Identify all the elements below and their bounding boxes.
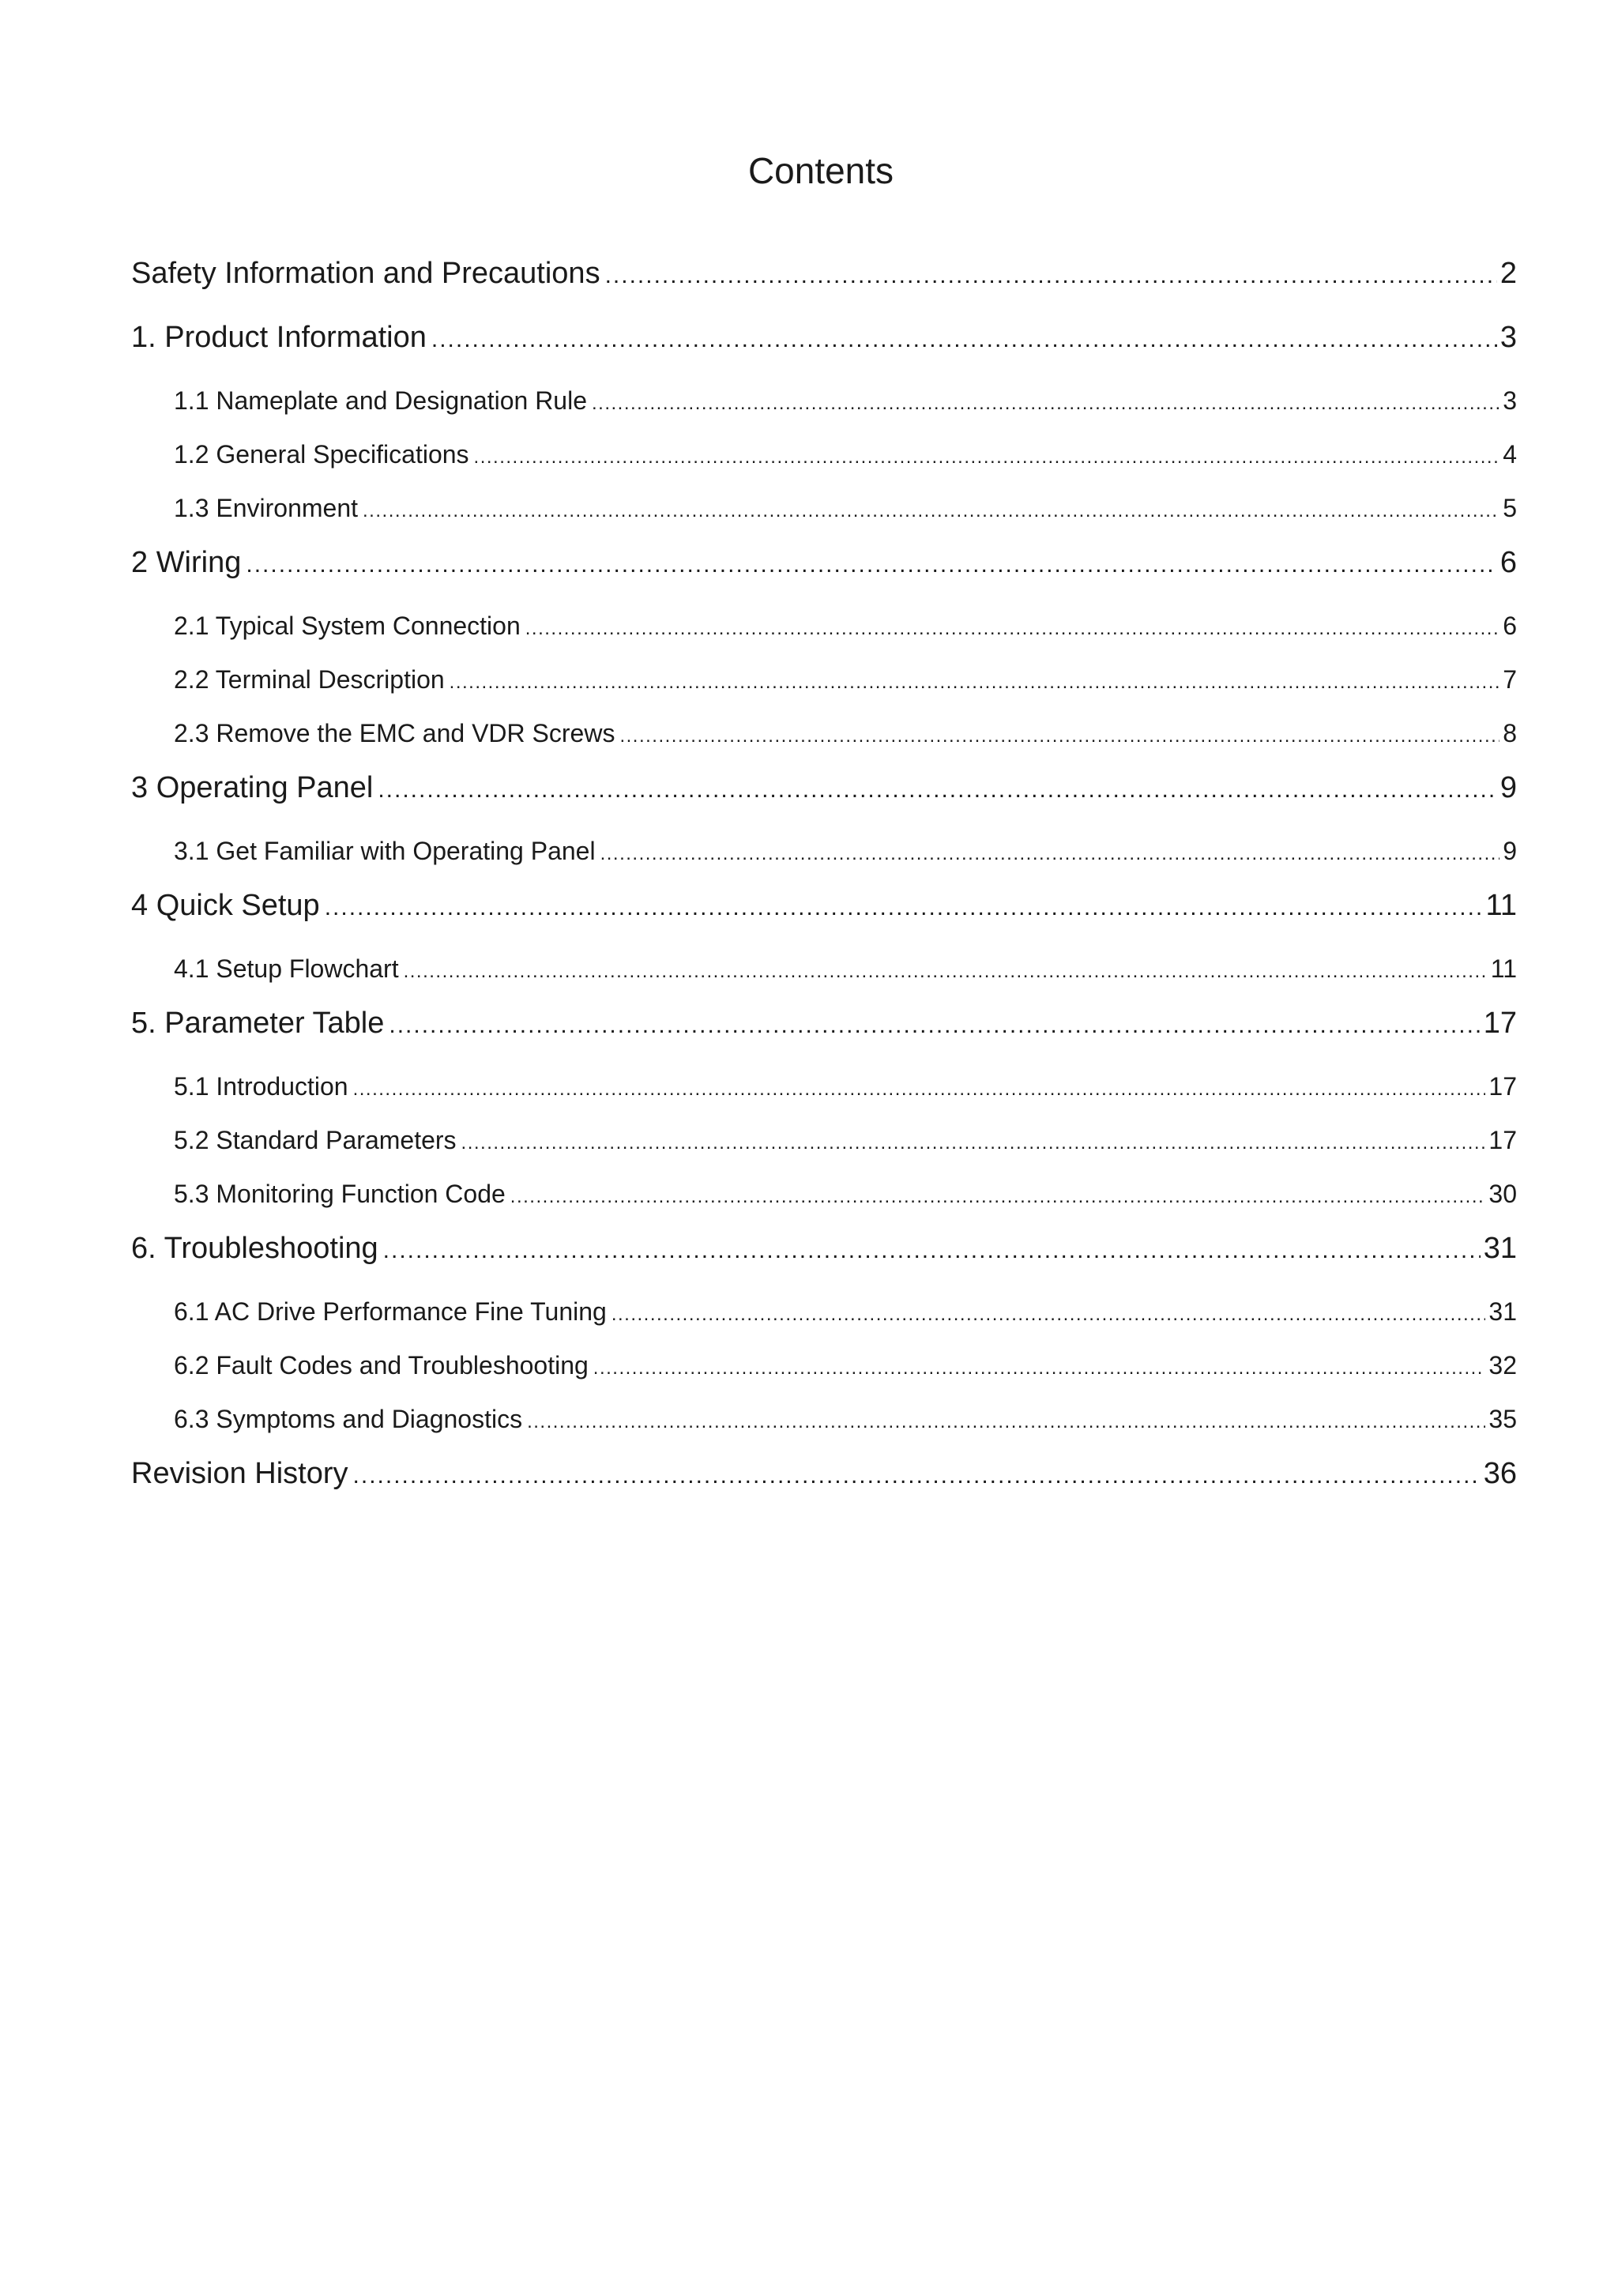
toc-page-number: 11 xyxy=(1490,954,1517,983)
toc-entry-standard-parameters[interactable] xyxy=(131,1117,1517,1171)
dot-leader xyxy=(593,1346,1486,1391)
dot-leader xyxy=(325,884,1483,932)
table-of-contents xyxy=(131,250,1517,1514)
toc-entry-label: 5.1 Introduction xyxy=(174,1072,348,1101)
toc-entry-label: 6.2 Fault Codes and Troubleshooting xyxy=(174,1351,589,1379)
toc-entry-label: 5.2 Standard Parameters xyxy=(174,1126,457,1154)
toc-entry-terminal-description[interactable] xyxy=(131,657,1517,710)
toc-entry-nameplate[interactable] xyxy=(131,378,1517,431)
toc-page-number: 11 xyxy=(1485,889,1517,922)
toc-entry-introduction[interactable] xyxy=(131,1063,1517,1117)
toc-entry-label: 4.1 Setup Flowchart xyxy=(174,954,399,983)
dot-leader xyxy=(605,252,1497,299)
toc-page-number: 6 xyxy=(1503,612,1517,640)
dot-leader xyxy=(611,1292,1486,1338)
dot-leader xyxy=(353,1067,1486,1112)
toc-entry-label: 1.1 Nameplate and Designation Rule xyxy=(174,386,587,415)
toc-page-number: 32 xyxy=(1488,1351,1517,1379)
toc-entry-label: 3 Operating Panel xyxy=(131,771,374,804)
toc-entry-ac-drive-fine-tuning[interactable] xyxy=(131,1289,1517,1342)
toc-page-number: 17 xyxy=(1488,1126,1517,1154)
toc-page-number: 17 xyxy=(1488,1072,1517,1101)
toc-entry-label: Safety Information and Precautions xyxy=(131,257,600,290)
toc-page-number: 35 xyxy=(1488,1405,1517,1433)
dot-leader xyxy=(353,1452,1481,1500)
toc-entry-environment[interactable] xyxy=(131,485,1517,539)
toc-entry-label: 6. Troubleshooting xyxy=(131,1232,378,1265)
toc-page-number: 31 xyxy=(1483,1232,1517,1265)
toc-page-number: 9 xyxy=(1499,771,1517,804)
toc-entry-label: 1.2 General Specifications xyxy=(174,440,469,469)
toc-page-number: 17 xyxy=(1483,1007,1517,1040)
toc-entry-label: 2 Wiring xyxy=(131,546,242,579)
toc-page-number: 3 xyxy=(1503,386,1517,415)
toc-entry-label: 1. Product Information xyxy=(131,321,427,354)
toc-entry-fault-codes[interactable] xyxy=(131,1342,1517,1396)
toc-entry-wiring[interactable] xyxy=(131,539,1517,603)
toc-entry-remove-emc-vdr-screws[interactable] xyxy=(131,710,1517,764)
toc-entry-operating-panel[interactable] xyxy=(131,764,1517,828)
dot-leader xyxy=(431,316,1497,363)
toc-page-number: 6 xyxy=(1499,546,1517,579)
toc-entry-label: 4 Quick Setup xyxy=(131,889,320,922)
toc-entry-label: 6.1 AC Drive Performance Fine Tuning xyxy=(174,1297,607,1326)
dot-leader xyxy=(474,435,1500,480)
toc-entry-troubleshooting[interactable] xyxy=(131,1225,1517,1289)
dot-leader xyxy=(246,541,1496,589)
toc-entry-product-information[interactable] xyxy=(131,314,1517,378)
toc-entry-revision-history[interactable] xyxy=(131,1450,1517,1514)
toc-entry-symptoms-diagnostics[interactable] xyxy=(131,1396,1517,1450)
dot-leader xyxy=(363,488,1499,534)
toc-entry-label: 5. Parameter Table xyxy=(131,1007,385,1040)
toc-entry-label: 2.1 Typical System Connection xyxy=(174,612,521,640)
dot-leader xyxy=(592,381,1499,427)
toc-page-number: 4 xyxy=(1503,440,1517,469)
toc-entry-label: 6.3 Symptoms and Diagnostics xyxy=(174,1405,523,1433)
toc-entry-monitoring-function-code[interactable] xyxy=(131,1171,1517,1225)
dot-leader xyxy=(600,831,1500,877)
toc-entry-get-familiar-operating-panel[interactable] xyxy=(131,828,1517,882)
toc-entry-label: 2.3 Remove the EMC and VDR Screws xyxy=(174,719,615,747)
toc-entry-label: 5.3 Monitoring Function Code xyxy=(174,1180,506,1208)
toc-page-number: 8 xyxy=(1503,719,1517,747)
toc-page-number: 31 xyxy=(1488,1297,1517,1326)
toc-entry-label: 3.1 Get Familiar with Operating Panel xyxy=(174,837,596,865)
toc-entry-parameter-table[interactable] xyxy=(131,999,1517,1063)
dot-leader xyxy=(450,660,1500,706)
dot-leader xyxy=(527,1399,1485,1445)
toc-entry-label: 1.3 Environment xyxy=(174,494,359,522)
dot-leader xyxy=(404,949,1488,995)
dot-leader xyxy=(378,766,1497,814)
dot-leader xyxy=(510,1174,1486,1220)
toc-entry-quick-setup[interactable] xyxy=(131,882,1517,946)
toc-entry-label: Revision History xyxy=(131,1457,348,1490)
toc-entry-typical-system-connection[interactable] xyxy=(131,603,1517,657)
toc-entry-setup-flowchart[interactable] xyxy=(131,946,1517,999)
toc-page-number: 3 xyxy=(1499,321,1517,354)
toc-entry-label: 2.2 Terminal Description xyxy=(174,665,445,694)
dot-leader xyxy=(389,1002,1480,1049)
toc-page-number: 9 xyxy=(1503,837,1517,865)
dot-leader xyxy=(525,606,1499,652)
dot-leader xyxy=(461,1120,1486,1166)
toc-page-number: 2 xyxy=(1499,257,1517,290)
page-title: Contents xyxy=(747,150,894,191)
toc-page-number: 5 xyxy=(1503,494,1517,522)
toc-entry-safety[interactable] xyxy=(131,250,1517,314)
toc-entry-general-specifications[interactable] xyxy=(131,431,1517,485)
toc-page-number: 30 xyxy=(1488,1180,1517,1208)
dot-leader xyxy=(383,1227,1481,1274)
toc-page-number: 36 xyxy=(1483,1457,1517,1490)
dot-leader xyxy=(619,713,1499,759)
toc-page-number: 7 xyxy=(1503,665,1517,694)
